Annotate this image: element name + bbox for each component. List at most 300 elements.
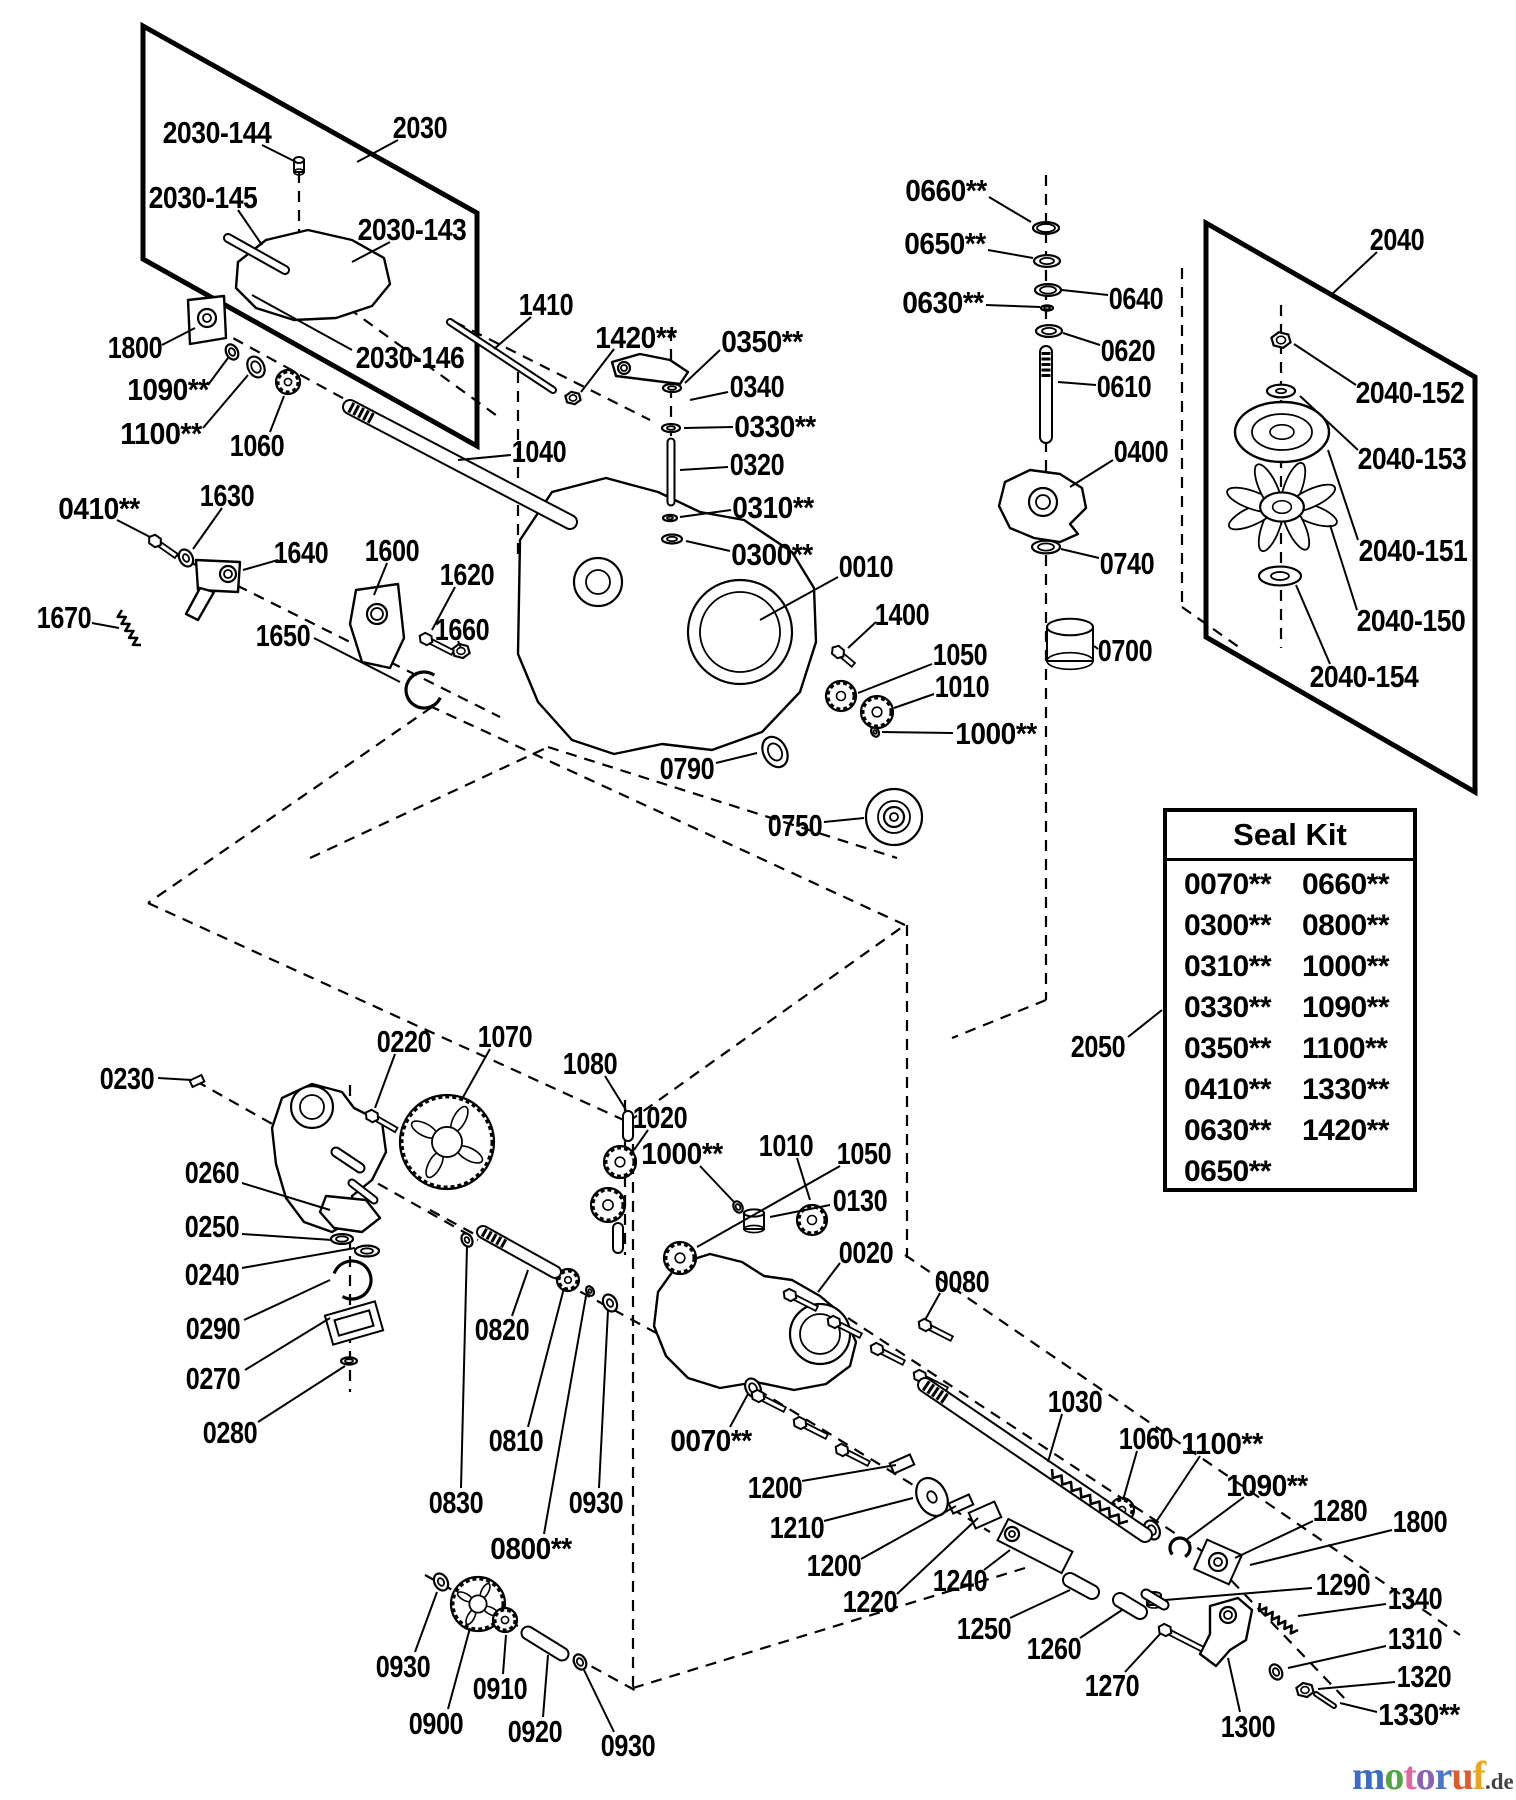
leader-line bbox=[158, 1078, 192, 1080]
leader-line bbox=[528, 1288, 564, 1427]
disc-2040-154 bbox=[1259, 567, 1301, 586]
leader-line bbox=[1288, 1646, 1386, 1668]
leader-line bbox=[1186, 1497, 1244, 1540]
center-section-bore bbox=[1029, 488, 1057, 516]
seal-kit-row bbox=[1167, 1110, 1413, 1151]
washer-2040-153 bbox=[1267, 385, 1295, 398]
part-label-1650: 1650 bbox=[255, 618, 311, 653]
rod-1410 bbox=[450, 322, 553, 390]
leader-line bbox=[1330, 252, 1377, 296]
part-label-1010: 1010 bbox=[934, 669, 990, 704]
bolt-0410 bbox=[146, 533, 179, 560]
part-label-0250: 0250 bbox=[184, 1209, 240, 1244]
leader-line bbox=[989, 197, 1031, 222]
pump-bore bbox=[291, 1086, 333, 1128]
leader-line bbox=[1296, 585, 1330, 664]
part-label-0650**: 0650** bbox=[904, 226, 988, 261]
bolt-0080-5 bbox=[749, 1388, 787, 1414]
bracket-1800-hole bbox=[198, 309, 216, 327]
oring-0800-inner bbox=[588, 1289, 592, 1294]
nut-2040-152-hex bbox=[1271, 332, 1290, 348]
watermark-letter: f bbox=[1472, 1753, 1485, 1798]
part-label-0700: 0700 bbox=[1097, 633, 1153, 668]
part-label-1200: 1200 bbox=[806, 1548, 862, 1583]
part-label-1280: 1280 bbox=[1312, 1493, 1368, 1528]
leader-line bbox=[415, 1592, 437, 1652]
washer-2040-153-inner bbox=[1276, 389, 1286, 394]
leader-line bbox=[818, 1263, 840, 1292]
gear-1070 bbox=[400, 1095, 494, 1189]
seal-kit-cell: 0310** bbox=[1184, 950, 1272, 983]
part-label-1250: 1250 bbox=[956, 1611, 1012, 1646]
leader-line bbox=[802, 1465, 896, 1481]
part-label-0280: 0280 bbox=[202, 1415, 258, 1450]
dashed-axis-line bbox=[952, 1000, 1046, 1038]
leader-line bbox=[543, 1655, 548, 1717]
washer-0330 bbox=[662, 424, 680, 432]
star-1050b bbox=[664, 1242, 696, 1274]
oring-1000a-inner bbox=[873, 730, 877, 735]
part-label-0930: 0930 bbox=[375, 1649, 431, 1684]
disc-2040-154-inner bbox=[1271, 572, 1289, 580]
star-1050a-hub bbox=[837, 692, 846, 701]
leader-line bbox=[448, 1628, 470, 1709]
bracket-1600-hole bbox=[367, 604, 387, 624]
leader-line bbox=[375, 1054, 395, 1108]
part-label-0640: 0640 bbox=[1108, 281, 1164, 316]
cup-0240-inner bbox=[361, 1248, 373, 1253]
seal-kit-row bbox=[1167, 1069, 1413, 1110]
part-label-1000**: 1000** bbox=[955, 716, 1039, 751]
bolt-0080-8 bbox=[916, 1317, 954, 1343]
leader-line bbox=[243, 560, 278, 570]
part-label-0900: 0900 bbox=[408, 1706, 464, 1741]
nut-2040-152 bbox=[1271, 332, 1290, 348]
part-label-1100**: 1100** bbox=[1181, 1426, 1265, 1461]
leader-line bbox=[1228, 1658, 1240, 1712]
cap-0700-top bbox=[1047, 619, 1093, 636]
seal-kit-cell: 1090** bbox=[1302, 991, 1390, 1024]
part-label-2030-146: 2030-146 bbox=[355, 340, 465, 375]
part-label-0820: 0820 bbox=[474, 1312, 530, 1347]
washer-1310 bbox=[1267, 1662, 1285, 1682]
leader-line bbox=[1298, 1604, 1386, 1616]
leader-line bbox=[599, 1310, 608, 1488]
watermark-suffix: .de bbox=[1485, 1769, 1514, 1794]
part-label-0340: 0340 bbox=[729, 369, 785, 404]
part-label-1630: 1630 bbox=[199, 478, 255, 513]
seal-kit-cell: 0650** bbox=[1184, 1155, 1272, 1188]
part-label-0810: 0810 bbox=[488, 1423, 544, 1458]
leader-line bbox=[503, 1635, 506, 1674]
part-label-0410**: 0410** bbox=[58, 491, 142, 526]
part-label-0220: 0220 bbox=[376, 1024, 432, 1059]
part-label-1100**: 1100** bbox=[120, 416, 204, 451]
part-label-1800: 1800 bbox=[107, 330, 163, 365]
part-label-0260: 0260 bbox=[184, 1155, 240, 1190]
part-label-1050: 1050 bbox=[932, 637, 988, 672]
part-label-0300**: 0300** bbox=[731, 537, 815, 572]
part-label-2030-144: 2030-144 bbox=[162, 115, 273, 150]
part-label-0750: 0750 bbox=[767, 808, 823, 843]
seal-kit-row bbox=[1167, 905, 1413, 946]
part-label-1090**: 1090** bbox=[1226, 1468, 1310, 1503]
part-label-1200: 1200 bbox=[747, 1470, 803, 1505]
leader-line bbox=[824, 1498, 913, 1521]
leader-line bbox=[1058, 382, 1096, 385]
leader-line bbox=[512, 1270, 528, 1316]
bearing-0300 bbox=[662, 535, 682, 544]
nut-1420 bbox=[565, 392, 580, 404]
watermark-letter: r bbox=[1434, 1753, 1452, 1798]
washer-0640-inner bbox=[1040, 286, 1056, 293]
seal-kit-cell: 0630** bbox=[1184, 1114, 1272, 1147]
snapring-0660 bbox=[1033, 222, 1059, 234]
cyl-0280 bbox=[341, 1357, 357, 1364]
part-label-2040-154: 2040-154 bbox=[1309, 659, 1420, 694]
part-label-0320: 0320 bbox=[729, 447, 785, 482]
screw-2030-144 bbox=[294, 157, 304, 175]
washer-0310-inner bbox=[667, 517, 673, 520]
shaft-0920 bbox=[528, 1633, 562, 1654]
leader-line bbox=[1330, 525, 1357, 610]
part-label-1340: 1340 bbox=[1387, 1581, 1443, 1616]
seal-kit-row bbox=[1167, 946, 1413, 987]
arm-1240-hole bbox=[1005, 1527, 1019, 1541]
bracket-1600-hole-inner bbox=[371, 608, 383, 620]
part-label-1090**: 1090** bbox=[127, 372, 211, 407]
bolt-0080-6 bbox=[791, 1415, 829, 1441]
shaft-0820 bbox=[483, 1232, 555, 1272]
pulley-2040-151-hub bbox=[1270, 425, 1294, 439]
seal-kit-cell: 1330** bbox=[1302, 1073, 1390, 1106]
star-1050b-hub bbox=[675, 1253, 685, 1263]
part-label-2040: 2040 bbox=[1369, 222, 1425, 257]
spring-1670 bbox=[118, 610, 141, 645]
cup-0240 bbox=[355, 1246, 379, 1257]
leader-line bbox=[716, 753, 757, 763]
part-label-0350**: 0350** bbox=[721, 324, 805, 359]
leader-line bbox=[984, 1550, 1010, 1570]
part-label-1310: 1310 bbox=[1387, 1621, 1443, 1656]
fan-2040-150-hub-bore bbox=[1273, 501, 1292, 513]
dashed-axis-line bbox=[310, 747, 548, 858]
watermark-letter: m bbox=[1352, 1753, 1385, 1798]
part-label-1290: 1290 bbox=[1315, 1567, 1371, 1602]
part-label-2040-152: 2040-152 bbox=[1355, 375, 1465, 410]
part-label-1620: 1620 bbox=[439, 557, 495, 592]
part-label-0620: 0620 bbox=[1100, 333, 1156, 368]
leader-line bbox=[581, 349, 614, 392]
part-label-1070: 1070 bbox=[477, 1019, 533, 1054]
part-label-2040-150: 2040-150 bbox=[1356, 603, 1466, 638]
plate-1220 bbox=[969, 1502, 1001, 1529]
key-1200a bbox=[890, 1455, 915, 1474]
part-label-0920: 0920 bbox=[507, 1714, 563, 1749]
leader-line bbox=[193, 508, 222, 549]
part-label-0800**: 0800** bbox=[490, 1531, 574, 1566]
pivot-1640-hole-inner bbox=[224, 570, 232, 578]
seal-kit-row bbox=[1167, 987, 1413, 1028]
leader-line bbox=[986, 305, 1040, 307]
housing-0010-bore bbox=[688, 580, 792, 684]
watermark-letters bbox=[1352, 1753, 1485, 1798]
seal-kit-cell: 0350** bbox=[1184, 1032, 1272, 1065]
leader-line bbox=[882, 732, 953, 733]
leader-line bbox=[1123, 1451, 1137, 1500]
washer-0640 bbox=[1035, 284, 1061, 296]
dashed-axis-line bbox=[148, 707, 432, 903]
leader-line bbox=[462, 1049, 490, 1099]
leader-line bbox=[1010, 1590, 1070, 1618]
leader-line bbox=[894, 694, 934, 708]
leader-line bbox=[1080, 1610, 1122, 1638]
seal-kit-cell: 0410** bbox=[1184, 1073, 1272, 1106]
leader-line bbox=[1250, 1530, 1392, 1565]
washer-0930L bbox=[431, 1571, 451, 1593]
leader-line bbox=[458, 455, 511, 460]
bearing-0620 bbox=[1036, 325, 1062, 337]
seal-kit-row bbox=[1167, 1028, 1413, 1069]
part-label-2040-151: 2040-151 bbox=[1358, 533, 1468, 568]
watermark-letter: o bbox=[1415, 1753, 1435, 1798]
part-label-1420**: 1420** bbox=[595, 320, 679, 355]
part-label-1210: 1210 bbox=[769, 1510, 825, 1545]
part-label-1640: 1640 bbox=[273, 535, 329, 570]
part-label-0240: 0240 bbox=[184, 1257, 240, 1292]
washer-0350-inner bbox=[668, 386, 676, 390]
leader-line bbox=[242, 1234, 332, 1240]
part-label-0610: 0610 bbox=[1096, 369, 1152, 404]
coupler-1060a-hub bbox=[284, 378, 291, 385]
leader-line bbox=[584, 1670, 614, 1732]
bracket-1300-hole-inner bbox=[1224, 1611, 1232, 1619]
leader-line bbox=[685, 350, 720, 383]
snapring-0660-inner bbox=[1037, 224, 1055, 232]
part-label-0270: 0270 bbox=[185, 1361, 241, 1396]
gear-1020-hub bbox=[615, 1157, 625, 1167]
leader-line bbox=[680, 467, 728, 470]
seal-kit-cell: 1420** bbox=[1302, 1114, 1390, 1147]
part-label-0830: 0830 bbox=[428, 1485, 484, 1520]
leader-line bbox=[988, 250, 1033, 258]
cup-0250-inner bbox=[336, 1236, 348, 1241]
part-label-1800: 1800 bbox=[1392, 1504, 1448, 1539]
part-label-1020: 1020 bbox=[632, 1100, 688, 1135]
part-label-1050: 1050 bbox=[836, 1136, 892, 1171]
bearing-0300-inner bbox=[667, 537, 677, 542]
part-label-1270: 1270 bbox=[1084, 1668, 1140, 1703]
leader-line bbox=[1070, 460, 1113, 487]
washer-0630 bbox=[1041, 305, 1053, 310]
leader-line bbox=[700, 1166, 734, 1202]
pinion-0910 bbox=[493, 1608, 517, 1632]
part-label-1330**: 1330** bbox=[1378, 1697, 1462, 1732]
part-label-1670: 1670 bbox=[36, 600, 92, 635]
seal-kit-cell: 0070** bbox=[1184, 868, 1272, 901]
housing-0010-boss bbox=[574, 558, 622, 606]
part-label-1060: 1060 bbox=[229, 428, 285, 463]
clip-1650 bbox=[402, 669, 442, 712]
leader-line bbox=[605, 1076, 626, 1110]
part-label-0310**: 0310** bbox=[732, 490, 816, 525]
washer-0630-inner bbox=[1044, 307, 1050, 310]
clip-0290 bbox=[332, 1256, 377, 1303]
leader-line bbox=[1156, 1456, 1200, 1522]
seal-0790 bbox=[757, 732, 792, 771]
leader-line bbox=[258, 1366, 345, 1422]
leader-line bbox=[690, 392, 728, 400]
bolt-0080-7 bbox=[833, 1442, 871, 1468]
leader-line bbox=[1062, 290, 1108, 295]
housing-0020-bore bbox=[790, 1304, 850, 1364]
part-label-0130: 0130 bbox=[832, 1183, 888, 1218]
part-label-1040: 1040 bbox=[511, 434, 567, 469]
seal-kit-cell: 0660** bbox=[1302, 868, 1390, 901]
cup-0250 bbox=[331, 1234, 353, 1244]
seal-kit-table bbox=[1163, 808, 1417, 1192]
leader-line bbox=[1125, 1634, 1160, 1672]
watermark-letter: t bbox=[1403, 1753, 1416, 1798]
ring-1090a bbox=[223, 342, 241, 362]
seal-kit-cell: 1000** bbox=[1302, 950, 1390, 983]
cap-0700 bbox=[1047, 619, 1093, 670]
seal-kit-cell: 0300** bbox=[1184, 909, 1272, 942]
plug-0130 bbox=[744, 1209, 764, 1232]
leader-line bbox=[684, 427, 733, 428]
leader-line bbox=[1340, 1703, 1377, 1712]
bevel-1020b-hub bbox=[603, 1200, 613, 1210]
pin-1330 bbox=[1316, 1694, 1334, 1706]
part-label-0070**: 0070** bbox=[670, 1423, 754, 1458]
nut-1420-hex bbox=[565, 392, 580, 404]
part-label-1010: 1010 bbox=[758, 1128, 814, 1163]
leader-line bbox=[797, 1158, 810, 1200]
leader-line bbox=[1063, 333, 1100, 345]
pin-1250 bbox=[1070, 1580, 1092, 1592]
part-label-2030-145: 2030-145 bbox=[148, 180, 258, 215]
pivot-1640-arm bbox=[186, 588, 214, 620]
part-label-1410: 1410 bbox=[518, 287, 574, 322]
part-label-2050: 2050 bbox=[1070, 1029, 1126, 1064]
center-section-bore-inner bbox=[1036, 495, 1050, 509]
cyl-0280-inner bbox=[345, 1359, 353, 1363]
bevel-1010b-hub bbox=[808, 1216, 817, 1225]
gear-0900-hub bbox=[469, 1595, 486, 1612]
bracket-1280-hole bbox=[1209, 1553, 1227, 1571]
key-1200b bbox=[949, 1495, 974, 1514]
watermark-letter: o bbox=[1384, 1753, 1404, 1798]
nut-1320 bbox=[1296, 1683, 1313, 1697]
leader-line bbox=[244, 1280, 330, 1320]
seal-kit-cell: 0330** bbox=[1184, 991, 1272, 1024]
part-label-1260: 1260 bbox=[1026, 1631, 1082, 1666]
part-label-1300: 1300 bbox=[1220, 1709, 1276, 1744]
leader-line bbox=[461, 1246, 467, 1488]
pulley-0750-hub bbox=[884, 807, 904, 827]
part-label-0660**: 0660** bbox=[905, 173, 989, 208]
nut-1320-hex bbox=[1296, 1683, 1313, 1697]
part-label-0230: 0230 bbox=[99, 1061, 155, 1096]
bearing-0620-inner bbox=[1042, 328, 1056, 334]
part-label-2030-143: 2030-143 bbox=[357, 212, 467, 247]
seal-0740 bbox=[1032, 541, 1060, 554]
part-label-1000**: 1000** bbox=[641, 1136, 725, 1171]
seal-kit-cell bbox=[1302, 1151, 1413, 1192]
washer-0330-inner bbox=[667, 426, 675, 430]
part-label-1060: 1060 bbox=[1118, 1421, 1174, 1456]
bevel-1010a bbox=[861, 696, 893, 728]
seal-kit-title: Seal Kit bbox=[1167, 812, 1413, 861]
dashed-axis-line bbox=[628, 925, 905, 1122]
seal-kit-cell: 0800** bbox=[1302, 909, 1390, 942]
part-label-0930: 0930 bbox=[568, 1485, 624, 1520]
leader-line bbox=[858, 664, 932, 693]
leader-line bbox=[1061, 549, 1099, 558]
housing-0010-bore-inner bbox=[700, 592, 780, 672]
part-label-0330**: 0330** bbox=[734, 409, 818, 444]
bracket-1280-hole-inner bbox=[1214, 1558, 1222, 1566]
pin-1330-fill bbox=[1316, 1694, 1334, 1706]
washer-1630 bbox=[176, 547, 196, 569]
seal-0740-inner bbox=[1038, 543, 1054, 550]
part-label-1400: 1400 bbox=[874, 597, 930, 632]
part-label-1600: 1600 bbox=[364, 533, 420, 568]
part-label-2030: 2030 bbox=[392, 110, 448, 145]
part-label-1240: 1240 bbox=[932, 1563, 988, 1598]
bolt-1270 bbox=[1156, 1622, 1204, 1653]
seal-kit-row bbox=[1167, 1151, 1413, 1192]
bevel-1010a-hub bbox=[872, 707, 882, 717]
bevel-1020b bbox=[591, 1188, 625, 1222]
part-label-0010: 0010 bbox=[838, 549, 894, 584]
bracket-1300-hole bbox=[1220, 1607, 1236, 1623]
washer-0310 bbox=[663, 515, 677, 521]
bracket-1800-hole-inner bbox=[203, 314, 211, 322]
part-label-0930: 0930 bbox=[600, 1728, 656, 1763]
part-label-0020: 0020 bbox=[838, 1235, 894, 1270]
dashed-axis-line bbox=[148, 903, 628, 1122]
bracket-1600 bbox=[350, 584, 404, 668]
leader-line bbox=[245, 1318, 330, 1370]
leader-line bbox=[238, 210, 262, 245]
part-label-1320: 1320 bbox=[1396, 1659, 1452, 1694]
part-label-0740: 0740 bbox=[1099, 546, 1155, 581]
watermark-letter: u bbox=[1451, 1753, 1473, 1798]
leader-line bbox=[848, 622, 876, 648]
washer-0930R bbox=[571, 1652, 589, 1672]
part-label-1660: 1660 bbox=[434, 612, 490, 647]
motoruf-watermark bbox=[1352, 1752, 1514, 1799]
lever-0340-hole bbox=[618, 362, 630, 374]
pump-bore-inner bbox=[300, 1095, 324, 1119]
part-label-0080: 0080 bbox=[934, 1264, 990, 1299]
disc-1210 bbox=[910, 1473, 954, 1522]
leader-line bbox=[208, 358, 228, 385]
part-label-0290: 0290 bbox=[185, 1311, 241, 1346]
star-1050a bbox=[826, 681, 856, 711]
leader-line bbox=[824, 818, 864, 822]
bearing-0650-inner bbox=[1040, 258, 1054, 264]
coupler-1060a bbox=[276, 370, 300, 394]
pivot-1640-hole bbox=[220, 566, 236, 582]
seal-kit-rows bbox=[1167, 861, 1413, 1192]
gear-1070-hub bbox=[432, 1127, 462, 1157]
part-label-1030: 1030 bbox=[1047, 1384, 1103, 1419]
bearing-0650 bbox=[1034, 255, 1060, 267]
pulley-0750-hub-inner bbox=[890, 813, 898, 821]
housing-0010-boss-inner bbox=[586, 570, 610, 594]
